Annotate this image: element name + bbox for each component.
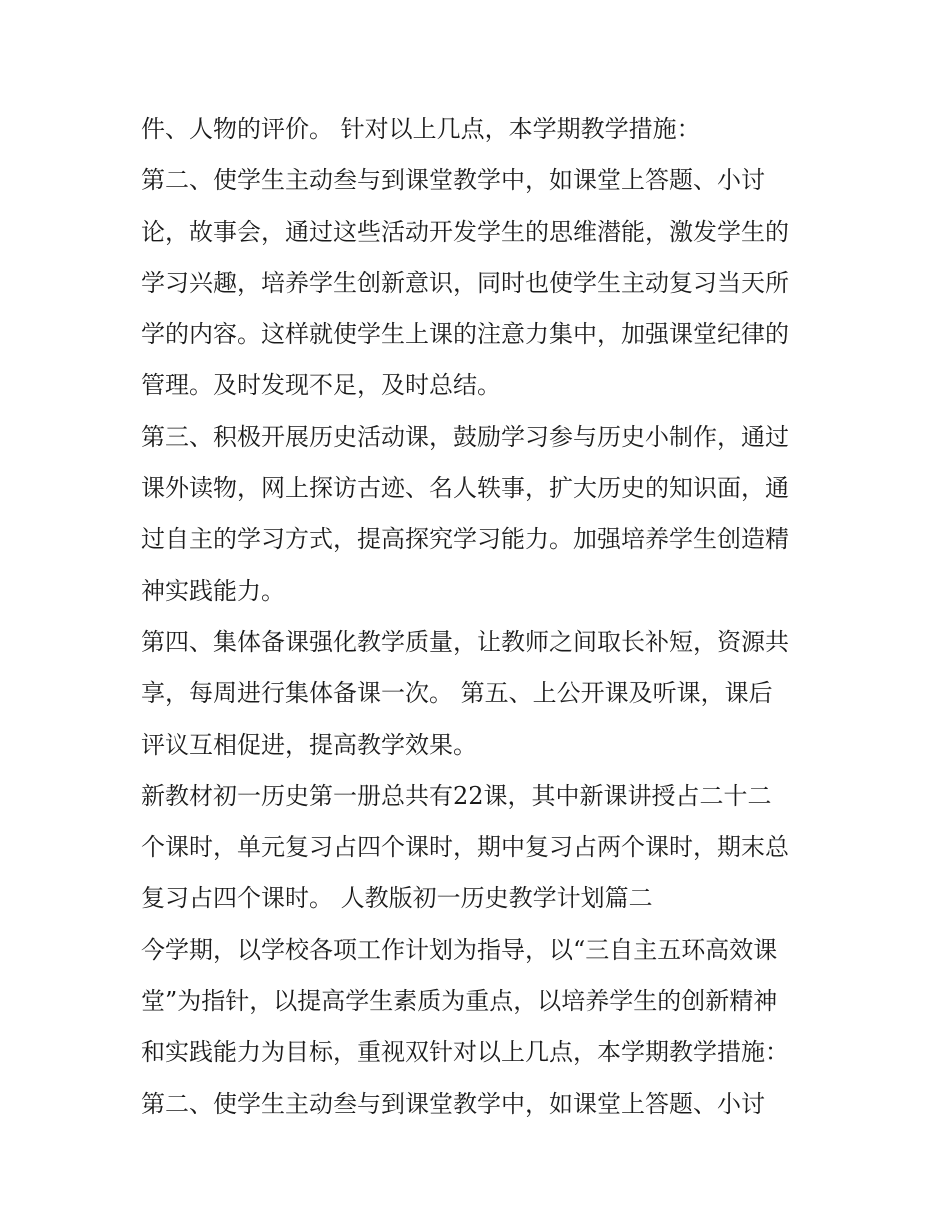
text-line-12: 享，每周进行集体备课一次。 第五、上公开课及听课，课后 xyxy=(141,679,773,708)
text-line-14: 新教材初一历史第一册总共有22课，其中新课讲授占二十二 xyxy=(141,781,772,810)
text-line-10: 神实践能力。 xyxy=(141,576,285,605)
text-line-19: 和实践能力为目标，重视双针对以上几点，本学期教学措施： xyxy=(141,1038,789,1067)
text-line-6: 管理。及时发现不足，及时总结。 xyxy=(141,371,501,400)
text-line-18: 堂”为指针，以提高学生素质为重点，以培养学生的创新精神 xyxy=(141,987,778,1016)
text-line-16: 复习占四个课时。 人教版初一历史教学计划篇二 xyxy=(141,884,653,913)
text-line-2: 第二、使学生主动叁与到课堂教学中，如课堂上答题、小讨 xyxy=(141,166,765,195)
text-line-3: 论，故事会，通过这些活动开发学生的思维潜能，激发学生的 xyxy=(141,217,789,246)
text-line-20: 第二、使学生主动叁与到课堂教学中，如课堂上答题、小讨 xyxy=(141,1089,765,1118)
text-line-1: 件、人物的评价。 针对以上几点，本学期教学措施： xyxy=(141,115,701,143)
text-line-17: 今学期，以学校各项工作计划为指导，以“三自主五环高效课 xyxy=(141,935,778,964)
text-line-11: 第四、集体备课强化教学质量，让教师之间取长补短，资源共 xyxy=(141,627,789,656)
body-text xyxy=(141,104,821,1130)
text-line-4: 学习兴趣，培养学生创新意识，同时也使学生主动复习当天所 xyxy=(141,268,789,297)
text-line-8: 课外读物，网上探访古迹、名人轶事，扩大历史的知识面，通 xyxy=(141,474,789,503)
text-line-15: 个课时，单元复习占四个课时，期中复习占两个课时，期末总 xyxy=(141,833,789,862)
text-line-9: 过自主的学习方式，提高探究学习能力。加强培养学生创造精 xyxy=(141,525,789,554)
text-line-7: 第三、积极开展历史活动课，鼓励学习参与历史小制作，通过 xyxy=(141,422,789,451)
text-line-13: 评议互相促进，提高教学效果。 xyxy=(141,730,477,759)
text-line-5: 学的内容。这样就使学生上课的注意力集中，加强课堂纪律的 xyxy=(141,320,789,349)
